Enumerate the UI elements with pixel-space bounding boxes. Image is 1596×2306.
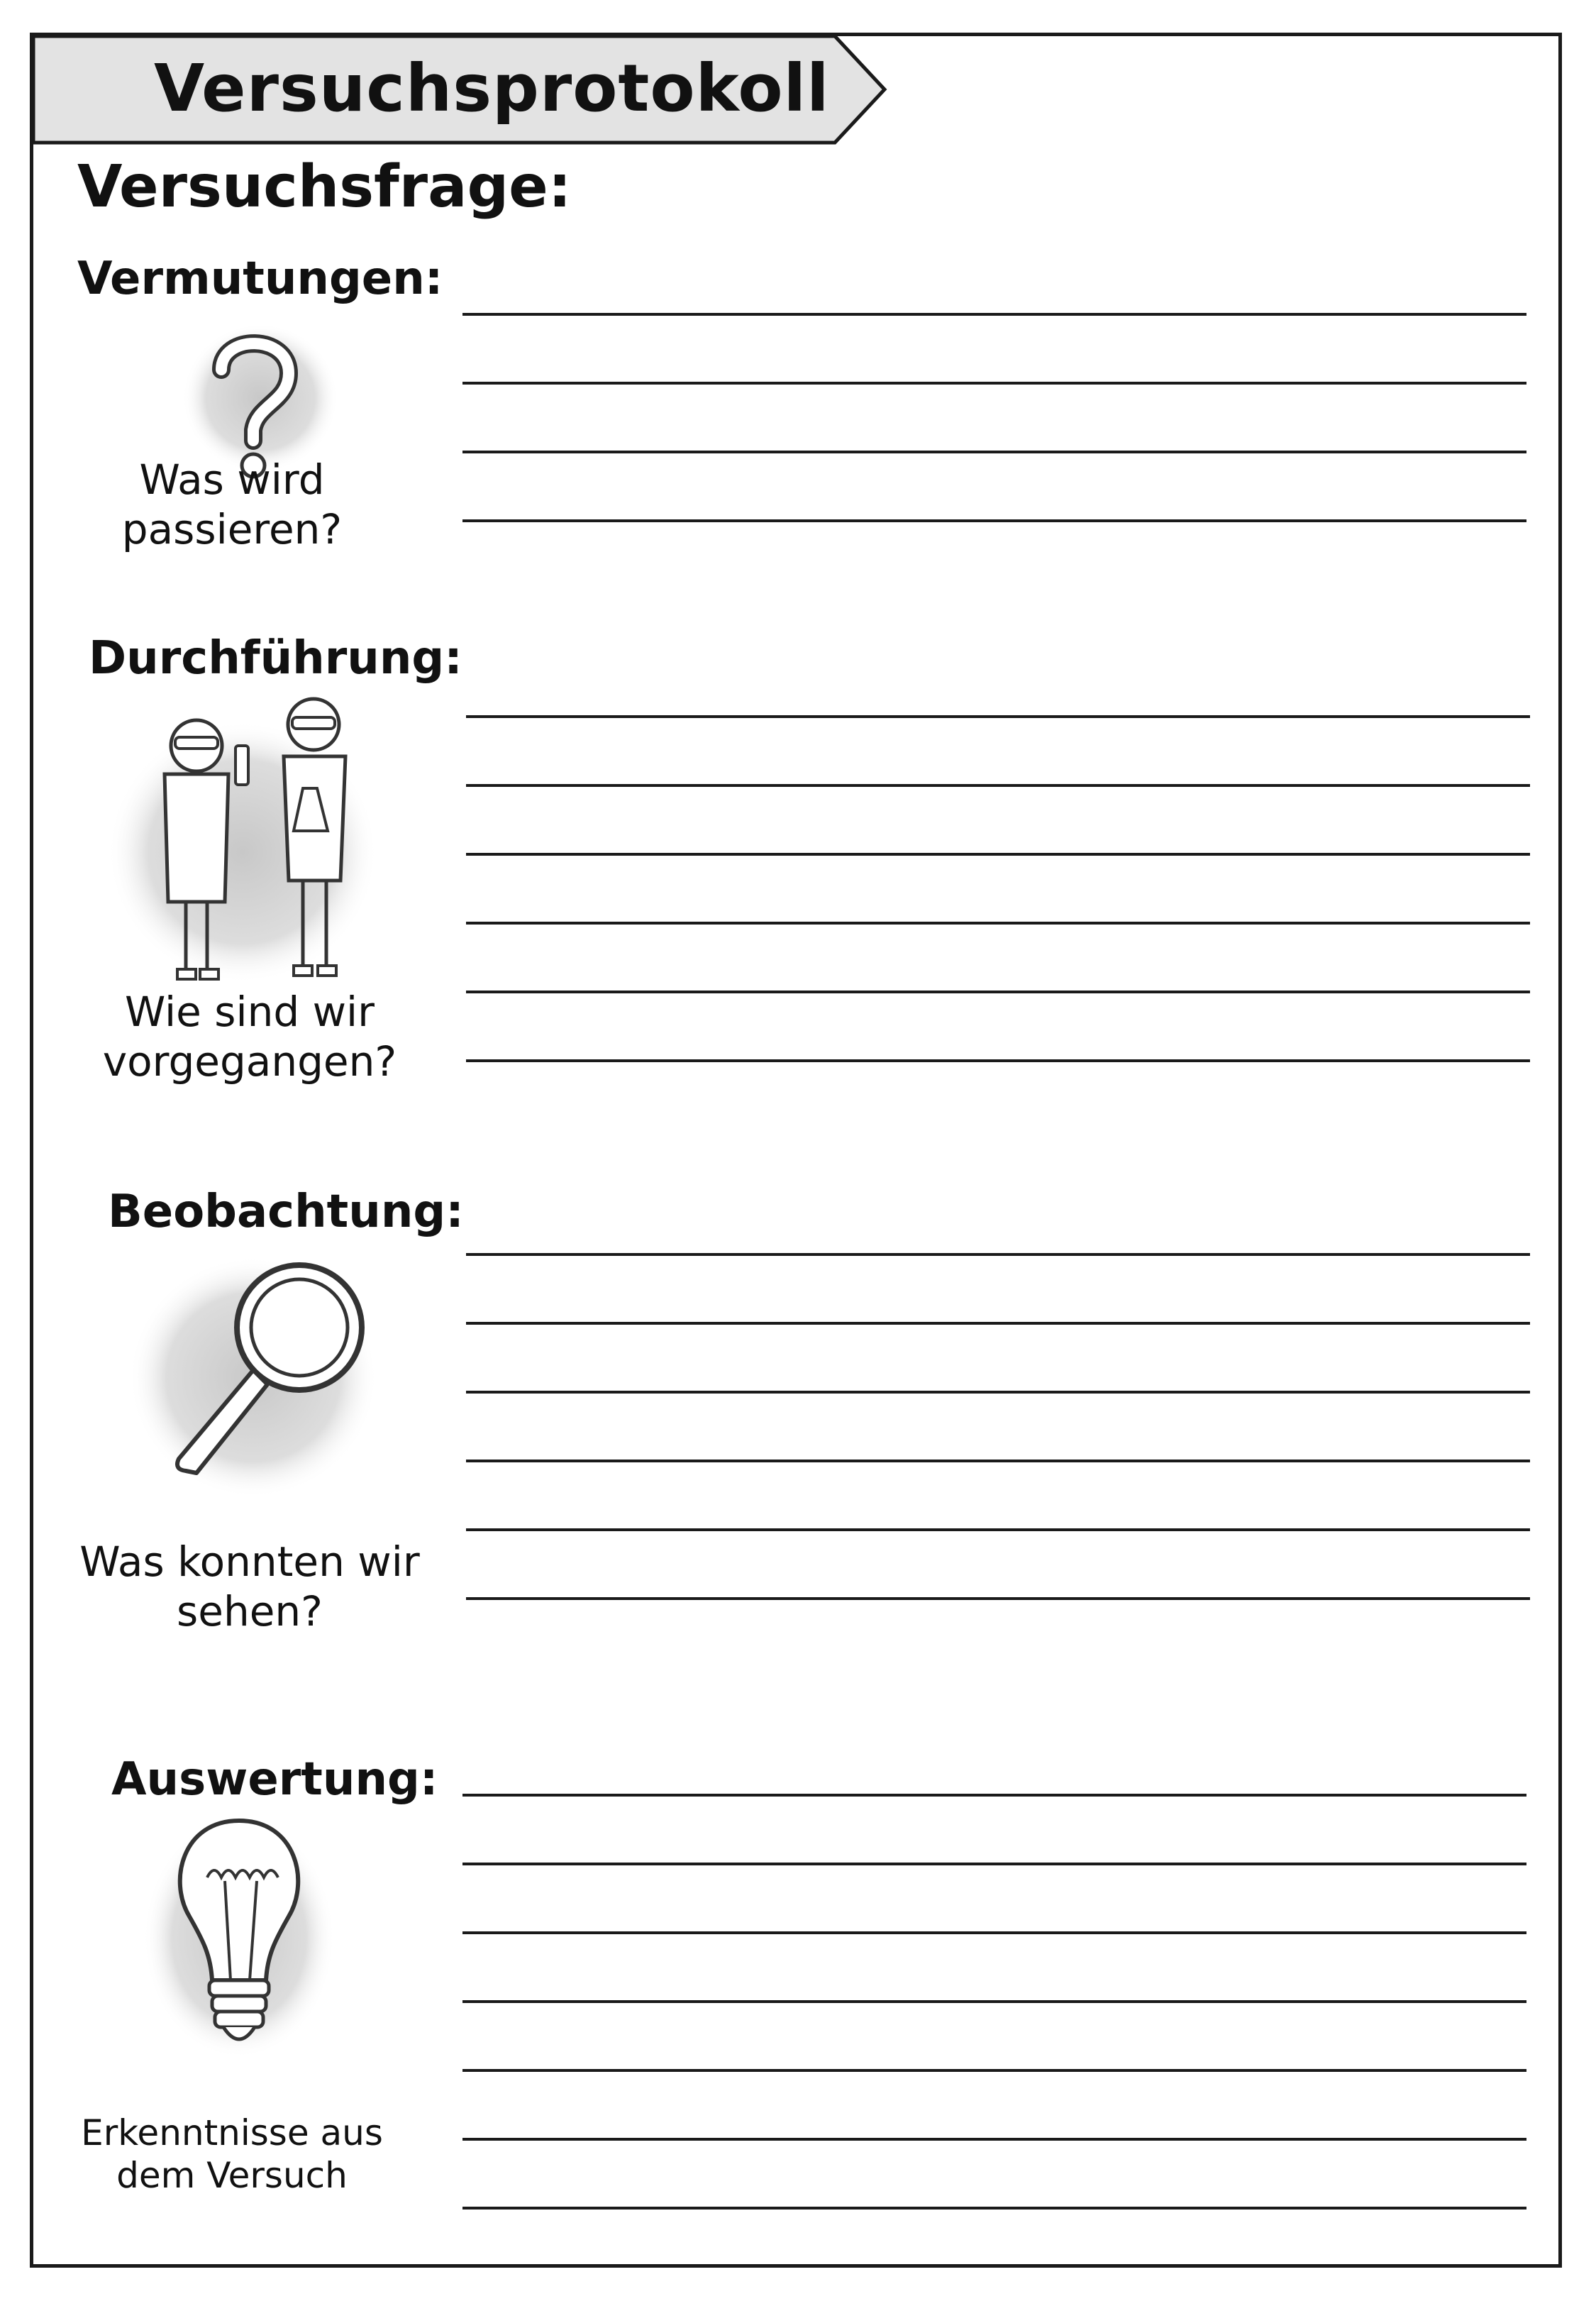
worksheet-frame [30,33,1562,2268]
prompt-line: Was wird [139,456,325,504]
section-heading-vermutungen: Vermutungen: [77,253,443,305]
writing-line[interactable] [466,922,1530,925]
writing-line[interactable] [462,2138,1526,2141]
section-heading-durchfuehrung: Durchführung: [89,632,462,685]
writing-line[interactable] [466,715,1530,718]
writing-line[interactable] [466,1528,1530,1531]
writing-line[interactable] [462,1794,1526,1797]
title-banner [33,36,920,146]
prompt-line: passieren? [121,505,343,553]
writing-line[interactable] [462,1863,1526,1865]
writing-line[interactable] [466,784,1530,787]
section-prompt-vermutungen [76,455,388,554]
section-heading-auswertung: Auswertung: [111,1753,438,1806]
writing-line[interactable] [462,2069,1526,2072]
writing-line[interactable] [466,1253,1530,1256]
section-prompt-auswertung [72,2112,392,2197]
writing-line[interactable] [462,313,1526,316]
writing-line[interactable] [466,1460,1530,1462]
page-title: Versuchsprotokoll [154,50,830,126]
writing-line[interactable] [466,1597,1530,1600]
section-prompt-durchfuehrung [87,987,413,1086]
light-bulb-icon [140,1810,353,2082]
writing-line[interactable] [462,2207,1526,2210]
writing-line[interactable] [466,853,1530,856]
writing-line[interactable] [462,2000,1526,2003]
magnifying-glass-icon [126,1249,395,1522]
writing-line[interactable] [466,1391,1530,1394]
writing-line[interactable] [462,1931,1526,1934]
prompt-line: Erkenntnisse aus [81,2112,383,2153]
writing-line[interactable] [466,1059,1530,1062]
prompt-line: Was konnten wir [79,1538,420,1586]
writing-line[interactable] [462,382,1526,385]
writing-line[interactable] [466,991,1530,993]
writing-line[interactable] [466,1322,1530,1325]
scientists-illustration [101,689,399,990]
section-heading-beobachtung: Beobachtung: [108,1186,464,1238]
prompt-line: dem Versuch [116,2155,348,2196]
writing-line[interactable] [462,451,1526,453]
prompt-line: Wie sind wir [124,988,375,1036]
section-prompt-beobachtung [72,1537,427,1636]
prompt-line: vorgegangen? [102,1037,397,1086]
question-label: Versuchsfrage: [77,153,572,221]
writing-line[interactable] [462,519,1526,522]
prompt-line: sehen? [177,1587,323,1635]
